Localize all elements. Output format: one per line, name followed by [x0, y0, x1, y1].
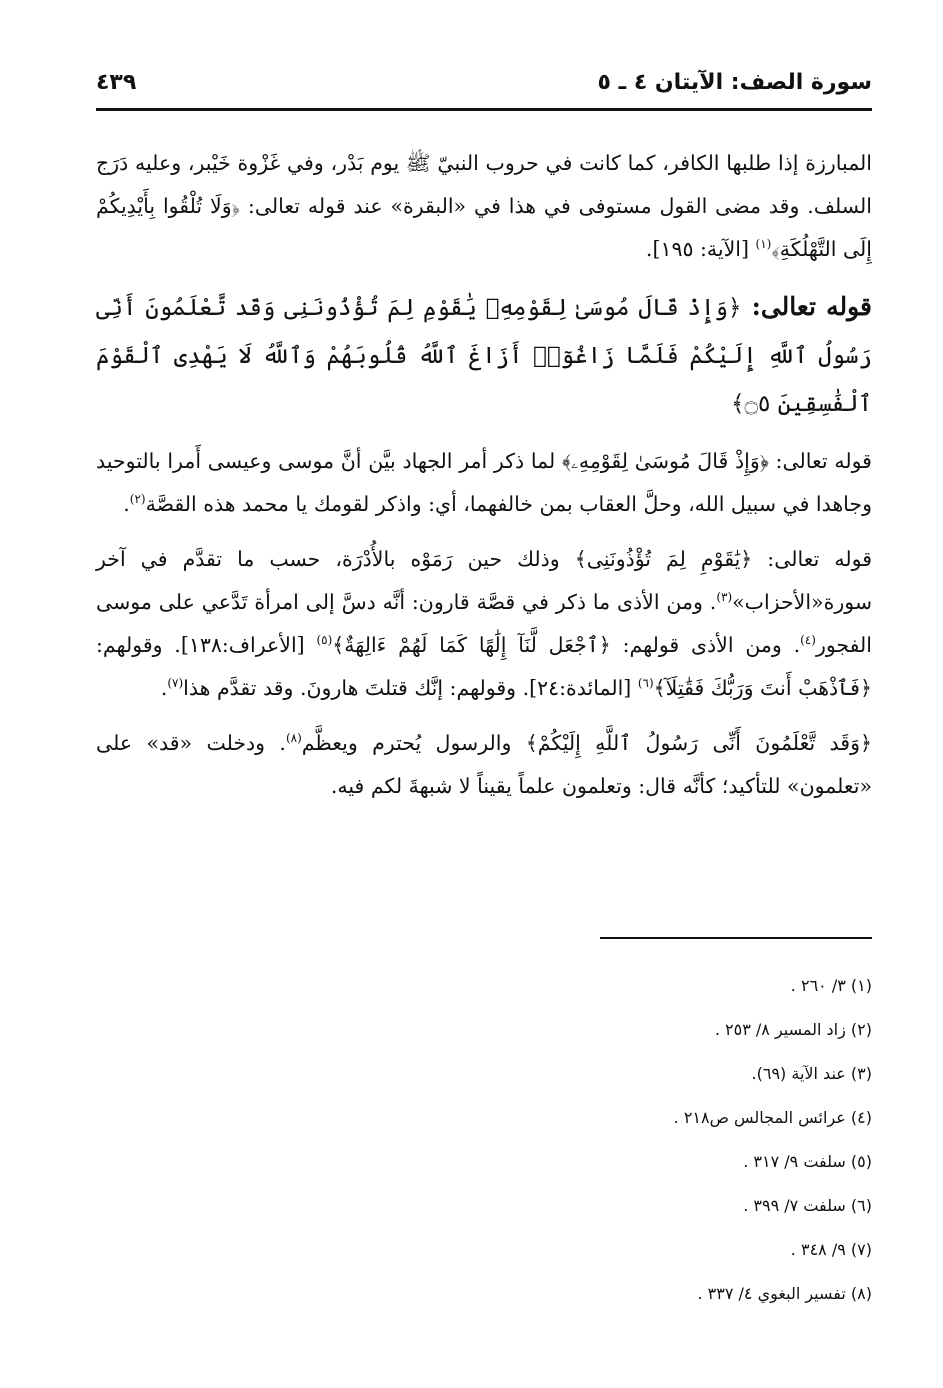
- footnote-item: (٥) سلفت ٩/ ٣١٧ .: [743, 1152, 872, 1171]
- verse-text: ﴿وَإِذْ قَالَ مُوسَىٰ لِقَوْمِهِۦ يَٰقَوْمِ لِمَ تُؤْذُونَنِى وَقَد تَّعْلَمُونَ أَنِّى رَسُولُ ٱللَّهِ إِلَيْكُمْ فَلَمَّا زَاغُوٓا۟ أَزَاغَ ٱللَّهُ قُلُوبَهُمْ وَٱللَّهُ لَا يَهْدِى ٱلْقَوْمَ ٱلْفَٰسِقِينَ ۝٥﴾: [96, 295, 872, 417]
- footnote-ref-3[interactable]: (٣): [716, 590, 733, 605]
- quran-quote: ﴿وَقَد تَّعْلَمُونَ أَنِّى رَسُولُ ٱللَّهِ إِلَيْكُمْ﴾: [525, 731, 873, 755]
- paragraph-1-line-2: وعليه دَرَج السلف. وقد مضى القول مستوفى في هذا في «البقرة» عند قوله تعالى:: [96, 151, 872, 218]
- paragraph-2-end: .: [123, 492, 130, 516]
- footnote-item: (١) ٣/ ٢٦٠ .: [790, 976, 872, 995]
- footnote-ref-8[interactable]: (٨): [285, 731, 302, 746]
- main-text: [96, 142, 872, 808]
- paragraph-4-text: والرسول يُحترم ويعظَّم: [301, 731, 526, 755]
- paragraph-2: [96, 440, 872, 526]
- paragraph-4-text: . ودخلت «قد» على «تعلمون» للتأكيد؛ كأنَّه قال: وتعلمون علماً يقيناً لا شبهةَ لكم فيه.: [96, 731, 872, 798]
- footnote-item: (٢) زاد المسير ٨/ ٢٥٣ .: [714, 1020, 872, 1039]
- verse-reference: [الآية: ١٩٥].: [645, 237, 756, 261]
- footnote-ref-5[interactable]: (٥): [316, 633, 333, 648]
- paragraph-3: [96, 538, 872, 710]
- paragraph-3-text: . ومن الأذى ما ذكر في قصَّة قارون: أنَّه دسَّ إلى امرأة تَدَّعي على موسى الفجور: [96, 590, 872, 657]
- paragraph-3-text: وذلك حين رَمَوْه بالأُدْرَة، حسب ما تقدَّم في آخر سورة«الأحزاب»: [96, 547, 872, 614]
- footnote-item: (٣) عند الآية (٦٩).: [751, 1064, 872, 1083]
- footnote-item: (٤) عرائس المجالس ص٢١٨ .: [673, 1108, 872, 1127]
- paragraph-1: [96, 142, 872, 271]
- paragraph-3-end: .: [160, 676, 168, 700]
- page-number: ٤٣٩: [96, 69, 137, 95]
- footnote-ref-6[interactable]: (٦): [637, 676, 654, 691]
- verse-block: [96, 283, 872, 428]
- footnote-item: (٨) تفسير البغوي ٤/ ٣٣٧ .: [697, 1284, 872, 1303]
- paragraph-3-intro: قوله تعالى:: [752, 547, 873, 571]
- quran-quote: ﴿وَلَا تُلْقُوا بِأَيْدِيكُمْ إِلَى التَّهْلُكَةِ﴾: [96, 194, 872, 261]
- footnote-item: (٧) ٩/ ٣٤٨ .: [790, 1240, 872, 1259]
- footnote-rule: [600, 937, 872, 939]
- paragraph-1-line-1: المبارزة إذا طلبها الكافر، كما كانت في حروب النبيّ ﷺ يوم بَدْر، وفي غَزْوة خَيْبر،: [187, 151, 872, 175]
- quran-quote: ﴿وَإِذْ قَالَ مُوسَىٰ لِقَوْمِهِۦ﴾: [561, 449, 769, 473]
- quran-quote: ﴿يَٰقَوْمِ لِمَ تُؤْذُونَنِى﴾: [574, 547, 753, 571]
- quran-quote: ﴿فَٱذْهَبْ أَنتَ وَرَبُّكَ فَقَٰتِلَآ﴾: [653, 676, 872, 700]
- footnote-ref-7[interactable]: (٧): [167, 676, 184, 691]
- header-rule: [96, 108, 872, 111]
- footnotes: [96, 974, 872, 1326]
- quran-quote: ﴿ٱجْعَل لَّنَآ إِلَٰهًا كَمَا لَهُمْ ءَالِهَةٌ﴾: [332, 633, 611, 657]
- surah-title: سورة الصف: الآيتان ٤ ـ ٥: [597, 69, 872, 95]
- paragraph-2-text: لما ذكر أمر الجهاد بيَّن أنَّ موسى وعيسى أَمرا بالتوحيد وجاهدا في سبيل الله، وحلَّ العقاب بمن خالفهما، أي: واذكر لقومك يا محمد هذه القصَّة: [96, 449, 872, 516]
- footnote-ref-2[interactable]: (٢): [129, 492, 146, 507]
- footnote-ref-4[interactable]: (٤): [800, 633, 816, 648]
- paragraph-3-text: . ومن الأذى قولهم:: [610, 633, 801, 657]
- paragraph-3-text: [المائدة:٢٤]. وقولهم: إنَّك قتلتَ هارونَ. وقد تقدَّم هذا: [183, 676, 638, 700]
- paragraph-3-text: [الأعراف:١٣٨]. وقولهم:: [96, 633, 317, 657]
- footnote-item: (٦) سلفت ٧/ ٣٩٩ .: [743, 1196, 872, 1215]
- verse-lead: قوله تعالى:: [741, 292, 873, 321]
- paragraph-2-intro: قوله تعالى:: [768, 449, 872, 473]
- paragraph-4: [96, 722, 872, 808]
- page-header: [96, 62, 872, 102]
- footnote-ref-1[interactable]: (١): [755, 237, 772, 252]
